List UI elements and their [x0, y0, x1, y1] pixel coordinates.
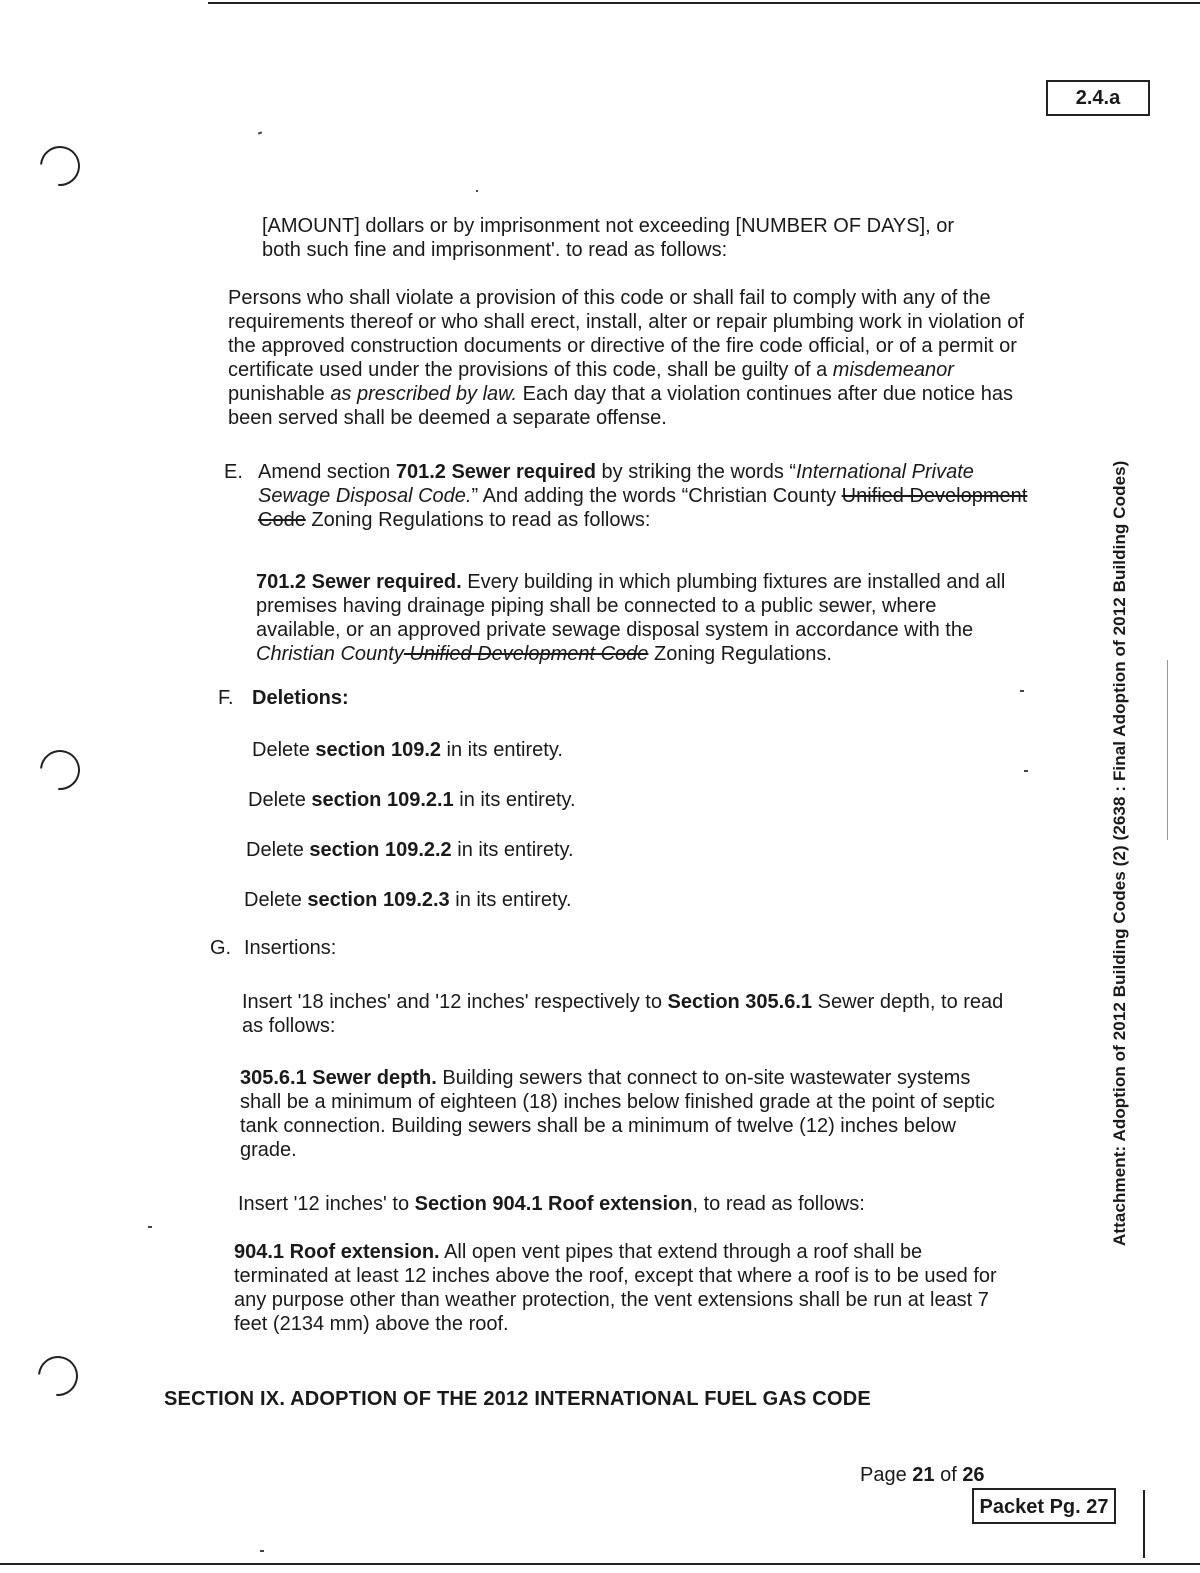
scan-speck: [1024, 770, 1028, 772]
scan-speck: [1020, 690, 1024, 692]
deletion-item: [244, 888, 572, 912]
deletion-text: Delete: [248, 789, 312, 811]
item-e-paragraph: [258, 460, 1038, 532]
penalty-italic-law: as prescribed by law.: [330, 383, 518, 405]
penalty-mid: punishable: [228, 383, 331, 405]
scan-speck: [260, 1550, 264, 1552]
insertion-instruction-1: [242, 990, 1022, 1038]
scan-speck: [258, 131, 262, 134]
deletion-text: Delete: [244, 889, 308, 911]
deletion-section: section 109.2.2: [309, 839, 452, 861]
intro-line-2: both such fine and imprisonment'. to read as follows:: [262, 239, 728, 261]
item-e-italic-code: International Private Sewage Disposal Code.: [258, 461, 974, 507]
deletion-item: [252, 738, 563, 762]
deletion-text: in its entirety.: [449, 889, 572, 911]
deletion-text: Delete: [252, 739, 316, 761]
insertion-text: Insert '12 inches' to: [238, 1193, 415, 1215]
insertion-section: Section 904.1 Roof extension: [414, 1193, 693, 1215]
section-904-1-heading: 904.1 Roof extension.: [234, 1241, 440, 1263]
intro-paragraph: [262, 214, 1022, 262]
item-e-text: Zoning Regulations to read as follows:: [305, 509, 651, 531]
right-rule: [1143, 1490, 1145, 1558]
section-ix-heading: SECTION IX. ADOPTION OF THE 2012 INTERNATIONAL FUEL GAS CODE: [164, 1388, 871, 1410]
page-current: 21: [912, 1464, 935, 1486]
deletion-text: in its entirety.: [441, 739, 563, 761]
section-305-6-1-paragraph: [240, 1066, 1006, 1162]
section-701-2-tail: Zoning Regulations.: [648, 643, 832, 665]
insertion-instruction-2: [238, 1192, 1018, 1216]
item-e-bold-section: 701.2 Sewer required: [395, 461, 596, 483]
page-label: Page: [860, 1464, 913, 1486]
section-305-6-1-text: Building sewers that connect to on-site wastewater systems shall be a minimum of eighteen (18) inches below finished grade at the point of septic tank connection. Building sewers shall be a minimum of twelve (12) inches below grade.: [240, 1067, 995, 1161]
section-701-2-struck: Unified Development Code: [403, 643, 649, 665]
bottom-rule: [0, 1563, 1200, 1565]
deletion-section: section 109.2: [315, 739, 441, 761]
deletion-item: [248, 788, 576, 812]
section-904-1-paragraph: [234, 1240, 1006, 1336]
intro-line-1: [AMOUNT] dollars or by imprisonment not exceeding [NUMBER OF DAYS], or: [262, 215, 955, 237]
punch-hole-bottom: [30, 1348, 86, 1404]
page-number: [860, 1464, 985, 1487]
insertion-section: Section 305.6.1: [667, 991, 813, 1013]
deletion-section: section 109.2.1: [311, 789, 454, 811]
deletion-text: in its entirety.: [453, 789, 576, 811]
item-g-letter: G.: [210, 937, 232, 959]
section-701-2-heading: 701.2 Sewer required.: [256, 571, 462, 593]
agenda-item-stamp: 2.4.a: [1046, 80, 1150, 116]
insertion-text: , to read as follows:: [692, 1193, 865, 1215]
section-701-2-italic: Christian County: [256, 643, 404, 665]
penalty-tail: Each day that a violation continues after due notice has been served shall be deemed a separate offense.: [228, 383, 1013, 429]
section-701-2-text: Every building in which plumbing fixtures are installed and all premises having drainage piping shall be connected to a public sewer, where available, or an approved private sewage disposal system in accordance with the: [256, 571, 1006, 641]
right-margin-line: [1167, 660, 1168, 840]
item-e-text: by striking the words “: [595, 461, 797, 483]
page-of: of: [934, 1464, 963, 1486]
packet-page-stamp: Packet Pg. 27: [972, 1488, 1116, 1524]
top-rule: [208, 2, 1200, 4]
item-e-text: ” And adding the words “Christian County: [471, 485, 842, 507]
section-904-1-text: All open vent pipes that extend through a roof shall be terminated at least 12 inches above the roof, except that where a roof is to be used for any purpose other than weather protection, the vent extensions shall be run at least 7 feet (2134 mm) above the roof.: [234, 1241, 997, 1335]
scan-speck: [148, 1226, 152, 1228]
penalty-text: Persons who shall violate a provision of this code or shall fail to comply with any of the requirements thereof or who shall erect, install, alter or repair plumbing work in violation of the approved construction documents or directive of the fire code official, or of a permit or certificate used under the provisions of this code, shall be guilty of a: [228, 287, 1024, 381]
item-e-text: Amend section: [258, 461, 396, 483]
page-total: 26: [962, 1464, 985, 1486]
penalty-paragraph: [228, 286, 1036, 430]
item-e-quoted-paragraph: [256, 570, 1016, 666]
section-305-6-1-heading: 305.6.1 Sewer depth.: [240, 1067, 437, 1089]
penalty-italic-misdemeanor: misdemeanor: [832, 359, 954, 381]
item-g-heading: Insertions:: [244, 937, 337, 959]
deletion-text: in its entirety.: [451, 839, 574, 861]
item-f-letter: F.: [218, 687, 234, 709]
insertion-text: Insert '18 inches' and '12 inches' respectively to: [242, 991, 668, 1013]
punch-hole-middle: [32, 742, 88, 798]
item-f-heading: Deletions:: [252, 687, 349, 709]
scan-speck: [476, 190, 478, 192]
item-e-struck-text: Unified Development Code: [258, 485, 1028, 531]
insertion-text: Sewer depth, to read as follows:: [242, 991, 1004, 1037]
deletion-text: Delete: [246, 839, 310, 861]
attachment-sidebar: Attachment: Adoption of 2012 Building Codes (2) (2638 : Final Adoption of 2012 Building Codes): [1110, 460, 1129, 1246]
deletion-section: section 109.2.3: [307, 889, 450, 911]
item-e-letter: E.: [224, 461, 243, 483]
deletion-item: [246, 838, 574, 862]
punch-hole-top: [32, 138, 88, 194]
